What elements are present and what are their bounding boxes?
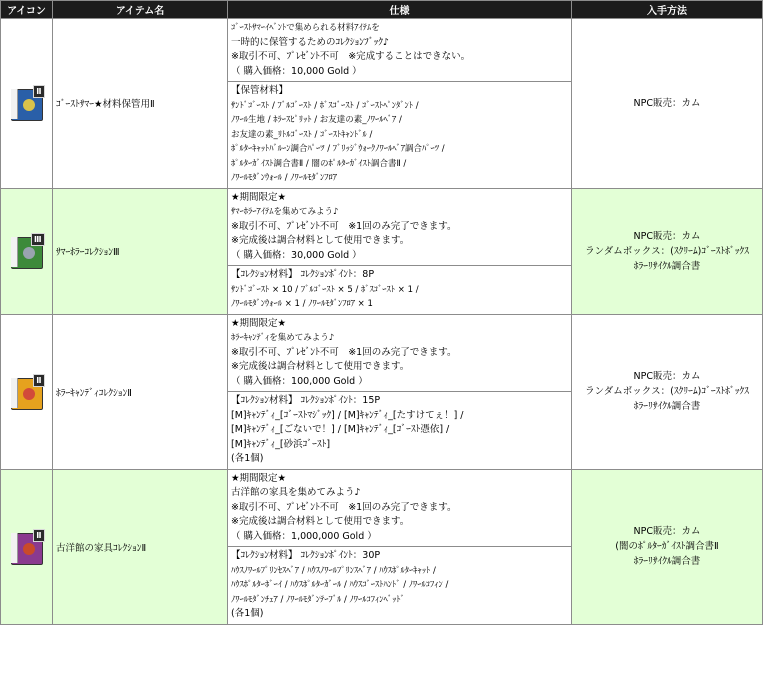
acquire-cell: [572, 188, 763, 314]
spec-description: [228, 189, 571, 266]
spec-line: ｺﾞｰｽﾄｻﾏｰｲﾍﾞﾝﾄで集められる材料ｱｲﾃﾑを: [231, 23, 380, 33]
spec-line: ※取引不可、ﾌﾟﾚｾﾞﾝﾄ不可 ※1回のみ完了できます。: [231, 346, 457, 358]
spec-line: ※完成後は調合材料として使用できます。: [231, 361, 410, 372]
header-acquire: 入手方法: [572, 1, 763, 19]
acquire-line: ﾎﾗｰﾘｻｲｸﾙ調合書: [633, 260, 701, 272]
material-line: ﾉﾜｰﾙﾓﾀﾞﾝｳｫｰﾙ / ﾉﾜｰﾙﾓﾀﾞﾝﾌﾛｱ: [231, 173, 338, 183]
acquire-line: (闇のﾎﾟﾙﾀｰｶﾞｲｽﾄ調合書Ⅱ: [615, 541, 719, 552]
acquire-line: ランダムボックス：(ｽｸﾘｰﾑ)ｺﾞｰｽﾄﾎﾞｯｸｽ: [585, 245, 749, 257]
material-line: ﾊｳｽﾎﾟﾙﾀｰﾎﾞｰｲ / ﾊｳｽﾎﾟﾙﾀｰｶﾞｰﾙ / ﾊｳｽｺﾞｰｽﾄﾊﾝﾄﾞ / ﾉﾜｰﾙｺﾌｨﾝ /: [231, 580, 449, 590]
spec-materials: [228, 546, 571, 624]
book-ghost-summer-icon: [9, 85, 45, 121]
acquire-cell: [572, 469, 763, 624]
spec-materials: [228, 265, 571, 314]
spec-line: （ 購入価格：10,000 Gold ）: [231, 65, 362, 77]
material-line: ﾉﾜｰﾙ生地 / ﾎﾗｰｽﾋﾟﾘｯﾄ / お友達の素_ﾉﾜｰﾙﾍﾞｱ /: [231, 115, 402, 125]
icon-cell: [1, 19, 53, 189]
spec-description: [228, 19, 571, 81]
material-line: ﾉﾜｰﾙﾓﾀﾞﾝｳｫｰﾙ × 1 / ﾉﾜｰﾙﾓﾀﾞﾝﾌﾛｱ × 1: [231, 299, 373, 309]
acquire-cell: [572, 19, 763, 189]
material-line: (各1個): [231, 608, 264, 619]
item-name: ﾎﾗｰｷｬﾝﾃﾞｨｺﾚｸｼｮﾝⅡ: [53, 314, 228, 469]
material-line: ﾊｳｽﾉﾜｰﾙﾌﾟﾘﾝｾｽﾍﾞｱ / ﾊｳｽﾉﾜｰﾙﾌﾟﾘﾝｽﾍﾞｱ / ﾊｳｽﾎﾟﾙﾀｰｷｬｯﾄ /: [231, 565, 436, 576]
spec-line: ★期間限定★: [231, 191, 287, 203]
spec-materials: [228, 81, 571, 188]
spec-line: ※取引不可、ﾌﾟﾚｾﾞﾝﾄ不可 ※1回のみ完了できます。: [231, 220, 457, 232]
icon-cell: [1, 469, 53, 624]
material-line: [M]ｷｬﾝﾃﾞｨ_[ｺﾞｰｽﾄﾏｼﾞｯｸ] / [M]ｷｬﾝﾃﾞｨ_[たすけてぇ！] /: [231, 409, 464, 421]
acquire-line: NPC販売：カム: [633, 230, 701, 242]
acquire-line: NPC販売：カム: [633, 97, 701, 109]
badge: Ⅱ: [33, 85, 44, 98]
spec-line: 一時的に保管するためのｺﾚｸｼｮﾝﾌﾞｯｸ♪: [231, 36, 390, 48]
spec-cell: [228, 188, 572, 314]
material-line: ﾎﾟﾙﾀｰｶﾞｲｽﾄ調合書Ⅱ / 闇のﾎﾟﾙﾀｰｶﾞｲｽﾄ調合書Ⅱ /: [231, 158, 407, 169]
material-line: [M]ｷｬﾝﾃﾞｨ_[ごないで！] / [M]ｷｬﾝﾃﾞｨ_[ｺﾞｰｽﾄ憑依] /: [231, 424, 450, 435]
acquire-cell: [572, 314, 763, 469]
acquire-line: ﾎﾗｰﾘｻｲｸﾙ調合書: [633, 556, 701, 567]
header-name: アイテム名: [53, 1, 228, 19]
spec-description: [228, 470, 571, 547]
spec-cell: [228, 469, 572, 624]
material-line: (各1個): [231, 453, 264, 464]
book-summer-horror-icon: [9, 233, 45, 269]
book-horror-candy-icon: [9, 374, 45, 410]
spec-line: ｻﾏｰﾎﾗｰｱｲﾃﾑを集めてみよう♪: [231, 207, 339, 217]
spec-materials: [228, 391, 571, 469]
icon-cell: [1, 314, 53, 469]
table-row: [1, 188, 763, 314]
spec-line: 古洋館の家具を集めてみよう♪: [231, 487, 361, 498]
spec-line: （ 購入価格：100,000 Gold ）: [231, 375, 368, 387]
table-row: [1, 314, 763, 469]
header-icon: アイコン: [1, 1, 53, 19]
spec-line: ★期間限定★: [231, 317, 287, 329]
spec-line: ※完成後は調合材料として使用できます。: [231, 235, 410, 246]
item-name: ｻﾏｰﾎﾗｰｺﾚｸｼｮﾝⅢ: [53, 188, 228, 314]
table-header-row: [1, 1, 763, 19]
table-row: [1, 19, 763, 189]
spec-description: [228, 315, 571, 392]
materials-title: 【ｺﾚｸｼｮﾝ材料】 ｺﾚｸｼｮﾝﾎﾟｲﾝﾄ：15P: [231, 395, 381, 406]
spec-line: ★期間限定★: [231, 472, 287, 484]
spec-line: （ 購入価格：30,000 Gold ）: [231, 249, 362, 261]
materials-title: 【保管材料】: [231, 85, 289, 96]
badge: Ⅲ: [31, 233, 45, 246]
spec-line: ※取引不可、ﾌﾟﾚｾﾞﾝﾄ不可 ※1回のみ完了できます。: [231, 501, 457, 513]
icon-cell: [1, 188, 53, 314]
spec-cell: [228, 19, 572, 189]
spec-line: ﾎﾗｰｷｬﾝﾃﾞｨを集めてみよう♪: [231, 333, 335, 343]
spec-cell: [228, 314, 572, 469]
spec-line: ※完成後は調合材料として使用できます。: [231, 516, 410, 527]
item-name: ｺﾞｰｽﾄｻﾏｰ★材料保管用Ⅱ: [53, 19, 228, 189]
materials-title: 【ｺﾚｸｼｮﾝ材料】 ｺﾚｸｼｮﾝﾎﾟｲﾝﾄ：30P: [231, 550, 381, 561]
badge: Ⅱ: [33, 374, 44, 387]
material-line: ｻﾝﾄﾞｺﾞｰｽﾄ × 10 / ﾌﾞﾙｺﾞｰｽﾄ × 5 / ﾎﾞｽｺﾞｰｽﾄ × 1 /: [231, 284, 419, 295]
material-line: ﾎﾟﾙﾀｰｷｬｯﾄﾊﾞﾙｰﾝ調合ﾊﾟｰﾂ / ﾌﾞﾘｯｼﾞｳｫｰｸﾉﾜｰﾙﾍﾞｱ調合ﾊﾟｰﾂ /: [231, 144, 445, 154]
item-name: 古洋館の家具ｺﾚｸｼｮﾝⅡ: [53, 469, 228, 624]
header-spec: 仕様: [228, 1, 572, 19]
book-old-mansion-furniture-icon: [9, 529, 45, 565]
table-row: [1, 469, 763, 624]
acquire-line: ランダムボックス：(ｽｸﾘｰﾑ)ｺﾞｰｽﾄﾎﾞｯｸｽ: [585, 386, 749, 397]
spec-line: （ 購入価格：1,000,000 Gold ）: [231, 530, 377, 542]
material-line: ﾉﾜｰﾙﾓﾀﾞﾝﾁｪｱ / ﾉﾜｰﾙﾓﾀﾞﾝﾃｰﾌﾞﾙ / ﾉﾜｰﾙｺﾌｨﾝﾍﾞｯﾄﾞ: [231, 594, 405, 605]
acquire-line: ﾎﾗｰﾘｻｲｸﾙ調合書: [633, 401, 701, 412]
spec-line: ※取引不可、ﾌﾟﾚｾﾞﾝﾄ不可 ※完成することはできない。: [231, 51, 471, 62]
acquire-line: NPC販売：カム: [633, 371, 701, 382]
material-line: ｻﾝﾄﾞｺﾞｰｽﾄ / ﾌﾞﾙｺﾞｰｽﾄ / ﾎﾞｽｺﾞｰｽﾄ / ｺﾞｰｽﾄﾍﾟﾝﾀﾞﾝﾄ /: [231, 100, 419, 111]
acquire-line: NPC販売：カム: [633, 526, 701, 537]
materials-title: 【ｺﾚｸｼｮﾝ材料】 ｺﾚｸｼｮﾝﾎﾟｲﾝﾄ：8P: [231, 269, 375, 280]
badge: Ⅱ: [33, 529, 44, 542]
material-line: [M]ｷｬﾝﾃﾞｨ_[砂浜ｺﾞｰｽﾄ]: [231, 438, 331, 450]
material-line: お友達の素_ﾘﾄﾙｺﾞｰｽﾄ / ｺﾞｰｽﾄｷｬﾝﾄﾞﾙ /: [231, 129, 373, 140]
